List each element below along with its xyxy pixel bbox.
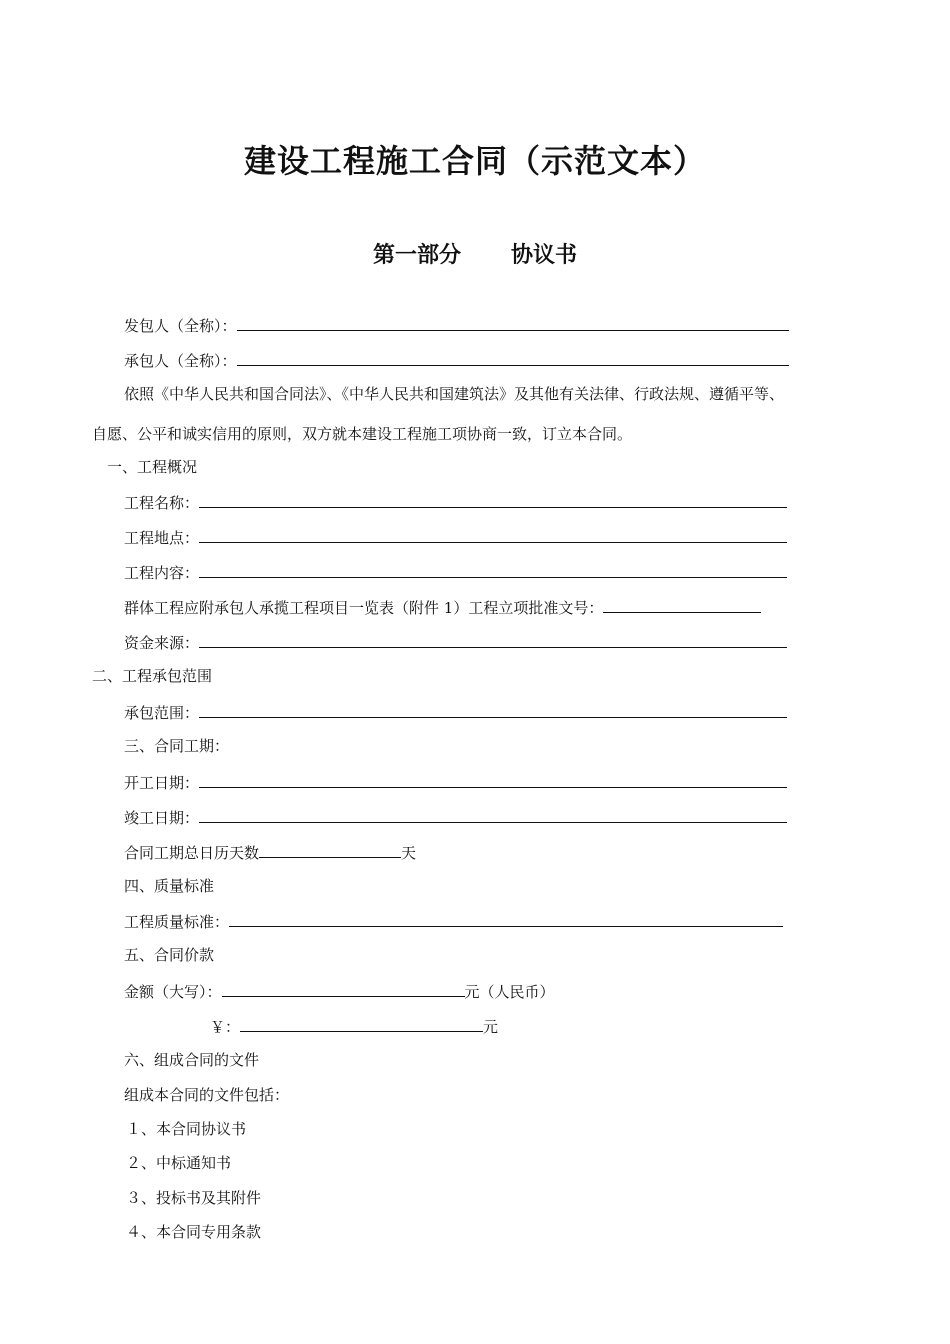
section2-heading: 二、工程承包范围 <box>92 667 213 685</box>
preamble-line-1: 依照《中华人民共和国合同法》、《中华人民共和国建筑法》及其他有关法律、行政法规、遵循平等、 <box>124 385 785 403</box>
total-days-label: 合同工期总日历天数 <box>124 844 260 862</box>
project-name-label: 工程名称： <box>124 494 200 512</box>
project-location-label: 工程地点： <box>124 529 200 547</box>
quality-field[interactable] <box>229 908 783 927</box>
section3-heading: 三、合同工期： <box>124 737 230 755</box>
project-content-line <box>124 559 787 583</box>
employer-label: 发包人（全称）： <box>124 317 237 335</box>
section6-intro: 组成本合同的文件包括： <box>124 1086 290 1104</box>
amount-words-field[interactable] <box>222 978 465 997</box>
section4-heading: 四、质量标准 <box>124 877 215 895</box>
part-name: 第一部分 <box>372 243 461 268</box>
document-list-item: ４、本合同专用条款 <box>126 1223 262 1241</box>
total-days-field[interactable] <box>259 839 401 858</box>
section1-heading: 一、工程概况 <box>107 458 198 476</box>
part-heading <box>0 238 950 269</box>
contractor-label: 承包人（全称）： <box>124 352 237 370</box>
project-name-field[interactable] <box>199 489 787 508</box>
amount-figures-label: ￥： <box>210 1018 241 1036</box>
amount-words-label: 金额（大写）： <box>124 983 222 1001</box>
end-date-field[interactable] <box>199 804 787 823</box>
part-title: 协议书 <box>511 243 578 268</box>
funding-field[interactable] <box>199 629 787 648</box>
project-name-line <box>124 489 787 513</box>
amount-words-line <box>124 978 555 1002</box>
total-days-unit: 天 <box>401 844 417 862</box>
employer-name-field[interactable] <box>237 312 789 331</box>
amount-figures-field[interactable] <box>240 1013 483 1032</box>
document-title: 建设工程施工合同（示范文本） <box>243 142 706 180</box>
scope-line <box>124 699 787 723</box>
project-content-field[interactable] <box>199 559 787 578</box>
document-list-item: ３、投标书及其附件 <box>126 1189 262 1207</box>
project-location-field[interactable] <box>199 524 787 543</box>
amount-words-unit: 元（人民币） <box>464 983 555 1001</box>
total-days-line <box>124 839 416 863</box>
scope-label: 承包范围： <box>124 704 200 722</box>
approval-number-field[interactable] <box>603 594 761 613</box>
funding-line <box>124 629 787 653</box>
document-list-item: １、本合同协议书 <box>126 1120 247 1138</box>
scope-field[interactable] <box>199 699 787 718</box>
employer-line <box>124 312 789 336</box>
funding-label: 资金来源： <box>124 634 200 652</box>
contractor-name-field[interactable] <box>237 347 789 366</box>
preamble-line-2: 自愿、公平和诚实信用的原则，双方就本建设工程施工项协商一致，订立本合同。 <box>92 425 633 443</box>
end-date-label: 竣工日期： <box>124 809 200 827</box>
quality-label: 工程质量标准： <box>124 913 230 931</box>
amount-figures-line <box>210 1013 498 1037</box>
approval-number-line <box>124 594 761 618</box>
start-date-label: 开工日期： <box>124 774 200 792</box>
approval-number-label: 群体工程应附承包人承揽工程项目一览表（附件 1）工程立项批准文号： <box>124 599 604 617</box>
quality-line <box>124 908 783 932</box>
start-date-line <box>124 769 787 793</box>
contractor-line <box>124 347 789 371</box>
project-content-label: 工程内容： <box>124 564 200 582</box>
section6-heading: 六、组成合同的文件 <box>124 1051 260 1069</box>
project-location-line <box>124 524 787 548</box>
document-list-item: ２、中标通知书 <box>126 1154 232 1172</box>
start-date-field[interactable] <box>199 769 787 788</box>
amount-figures-unit: 元 <box>483 1018 499 1036</box>
end-date-line <box>124 804 787 828</box>
section5-heading: 五、合同价款 <box>124 946 215 964</box>
